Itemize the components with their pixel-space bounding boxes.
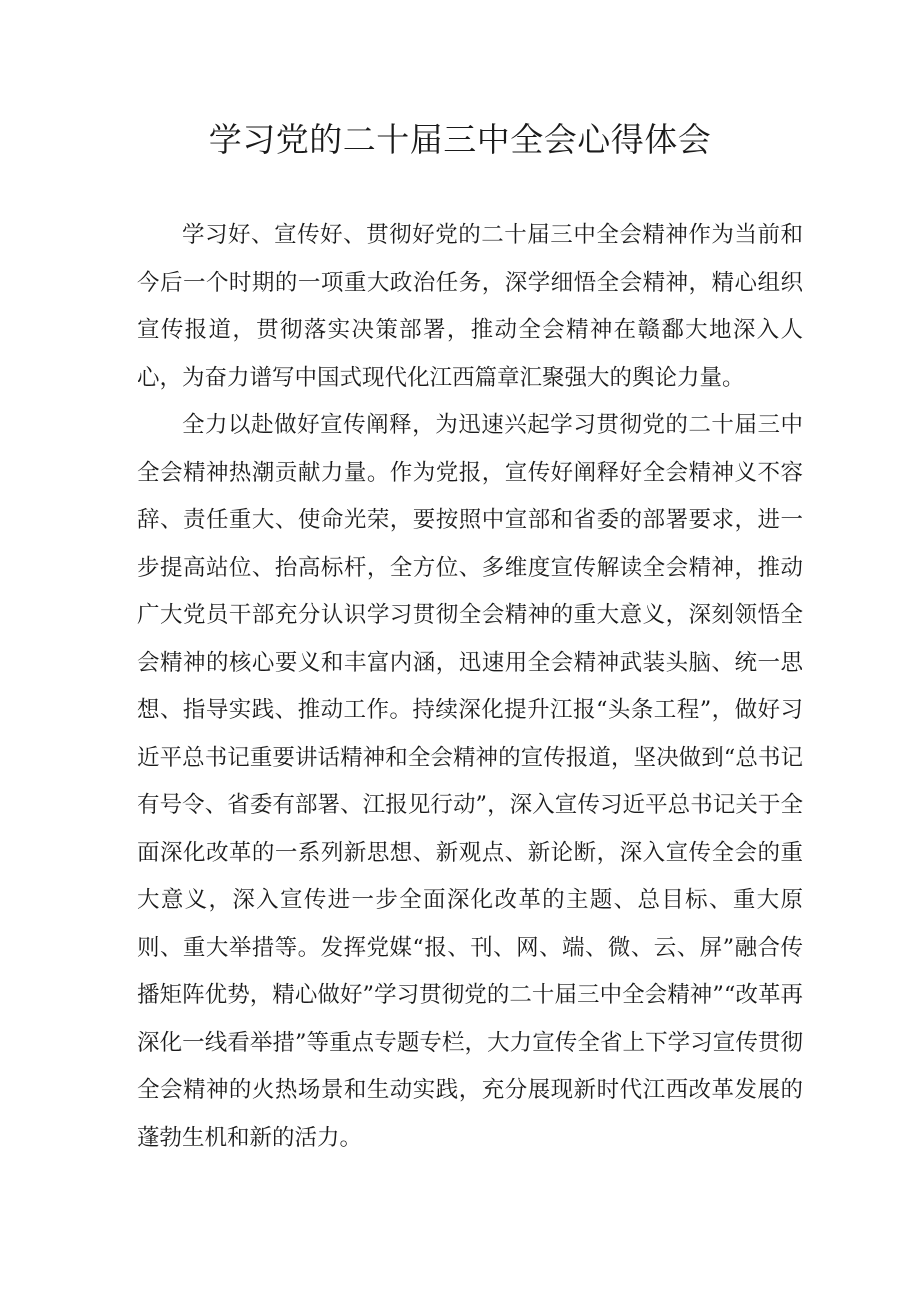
document-title: 学习党的二十届三中全会心得体会	[208, 120, 712, 159]
paragraph-2: 全力以赴做好宣传阐释，为迅速兴起学习贯彻党的二十届三中全会精神热潮贡献力量。作为党报，宣传好阐释好全会精神义不容辞、责任重大、使命光荣，要按照中宣部和省委的部署要求，进一步提高站位、抬高标杆，全方位、多维度宣传解读全会精神，推动广大党员干部充分认识学习贯彻全会精神的重大意义，深刻领悟全会精神的核心要义和丰富内涵，迅速用全会精神武装头脑、统一思想、指导实践、推动工作。持续深化提升江报“头条工程”，做好习近平总书记重要讲话精神和全会精神的宣传报道，坚决做到“总书记有号令、省委有部署、江报见行动”，深入宣传习近平总书记关于全面深化改革的一系列新思想、新观点、新论断，深入宣传全会的重大意义，深入宣传进一步全面深化改革的主题、总目标、重大原则、重大举措等。发挥党媒“报、刊、网、端、微、云、屏”融合传播矩阵优势，精心做好”学习贯彻党的二十届三中全会精神”“改革再深化一线看举措”等重点专题专栏，大力宣传全省上下学习宣传贯彻全会精神的火热场景和生动实践，充分展现新时代江西改革发展的蓬勃生机和新的活力。	[137, 412, 803, 1151]
document-body	[137, 212, 803, 1162]
paragraph-1: 学习好、宣传好、贯彻好党的二十届三中全会精神作为当前和今后一个时期的一项重大政治任务，深学细悟全会精神，精心组织宣传报道，贯彻落实决策部署，推动全会精神在赣鄱大地深入人心，为奋力谱写中国式现代化江西篇章汇聚强大的舆论力量。	[137, 222, 803, 391]
